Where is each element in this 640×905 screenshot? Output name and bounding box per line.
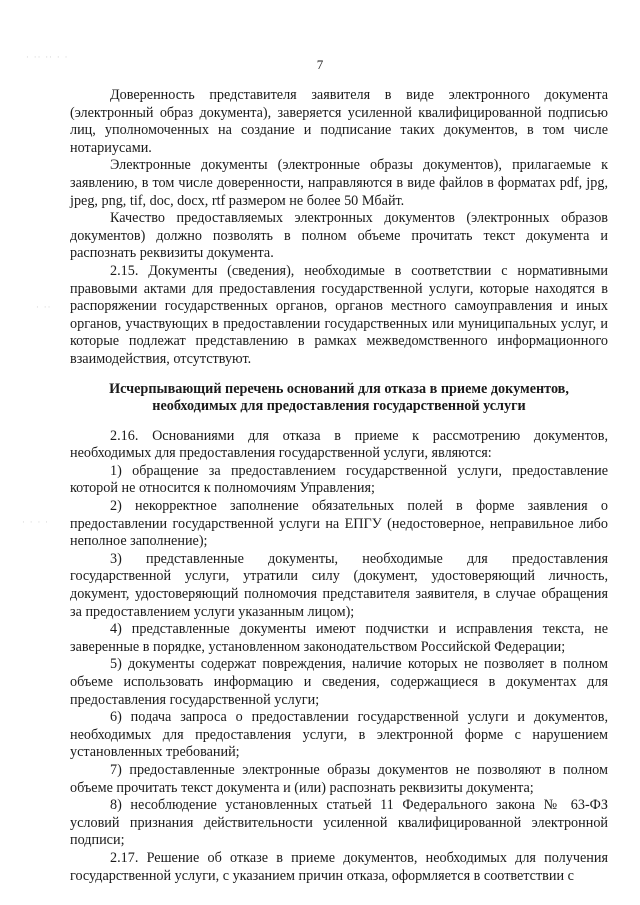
document-body xyxy=(70,87,608,885)
paragraph-2-17: 2.17. Решение об отказе в приеме документов, необходимых для получения государственной услуги, с указанием причин отказа, оформляется в соответствии с xyxy=(70,849,608,884)
list-item-5: 5) документы содержат повреждения, наличие которых не позволяет в полном объеме использовать информацию и сведения, содержащиеся в документах для предоставления государственной услуги; xyxy=(70,656,608,708)
scan-margin-artifact: · ·· xyxy=(36,303,52,313)
paragraph-2-16: 2.16. Основаниями для отказа в приеме к рассмотрению документов, необходимых для предоставления государственной услуги, являются: xyxy=(70,427,608,462)
paragraph-power-of-attorney: Доверенность представителя заявителя в виде электронного документа (электронный образ документа), заверяется усиленной квалифицированной подписью лиц, уполномоченных на создание и подписание таких документов, в том числе нотариусами. xyxy=(70,87,608,156)
list-item-8: 8) несоблюдение установленных статьей 11 Федерального закона № 63-ФЗ условий признания действительности усиленной квалифицированной электронной подписи; xyxy=(70,797,608,849)
paragraph-2-15: 2.15. Документы (сведения), необходимые в соответствии с нормативными правовыми актами для предоставления государственной услуги, которые находятся в распоряжении государственных органов, органов местного самоуправления и иных органов, участвующих в предоставлении государственных или муниципальных услуг, и которые подлежат представлению в рамках межведомственного информационного взаимодействия, отсутствуют. xyxy=(70,262,608,367)
list-item-4: 4) представленные документы имеют подчистки и исправления текста, не заверенные в порядке, установленном законодательством Российской Федерации; xyxy=(70,621,608,655)
scan-margin-artifact: · ·· ·· · · xyxy=(26,53,69,63)
scan-margin-artifact: · · · · xyxy=(22,518,50,528)
paragraph-electronic-documents: Электронные документы (электронные образы документов), прилагаемые к заявлению, в том числе доверенности, направляются в виде файлов в форматах pdf, jpg, jpeg, png, tif, doc, docx, rtf размером не более 50 Мбайт. xyxy=(70,157,608,209)
section-heading-line-1: Исчерпывающий перечень оснований для отказа в приеме документов, xyxy=(109,380,569,397)
section-heading-line-2: необходимых для предоставления государственной услуги xyxy=(152,398,526,415)
page-number: 7 xyxy=(316,57,324,72)
paragraph-document-quality: Качество предоставляемых электронных документов (электронных образов документов) должно позволять в полном объеме прочитать текст документа и распознать реквизиты документа. xyxy=(70,210,608,262)
section-heading xyxy=(70,381,608,416)
list-item-7: 7) предоставленные электронные образы документов не позволяют в полном объеме прочитать текст документа и (или) распознать реквизиты документа; xyxy=(70,761,608,796)
list-item-2: 2) некорректное заполнение обязательных полей в форме заявления о предоставлении государственной услуги на ЕПГУ (недостоверное, неправильное либо неполное заполнение); xyxy=(70,498,608,550)
list-item-3: 3) представленные документы, необходимые для предоставления государственной услуги, утратили силу (документ, удостоверяющий личность, документ, удостоверяющий полномочия представителя заявителя, в случае обращения за предоставлением услуги указанным лицом); xyxy=(70,550,608,620)
list-item-1: 1) обращение за предоставлением государственной услуги, предоставление которой не относится к полномочиям Управления; xyxy=(70,462,608,497)
list-item-6: 6) подача запроса о предоставлении государственной услуги и документов, необходимых для предоставления услуги, в электронной форме с нарушением установленных требований; xyxy=(70,709,608,761)
